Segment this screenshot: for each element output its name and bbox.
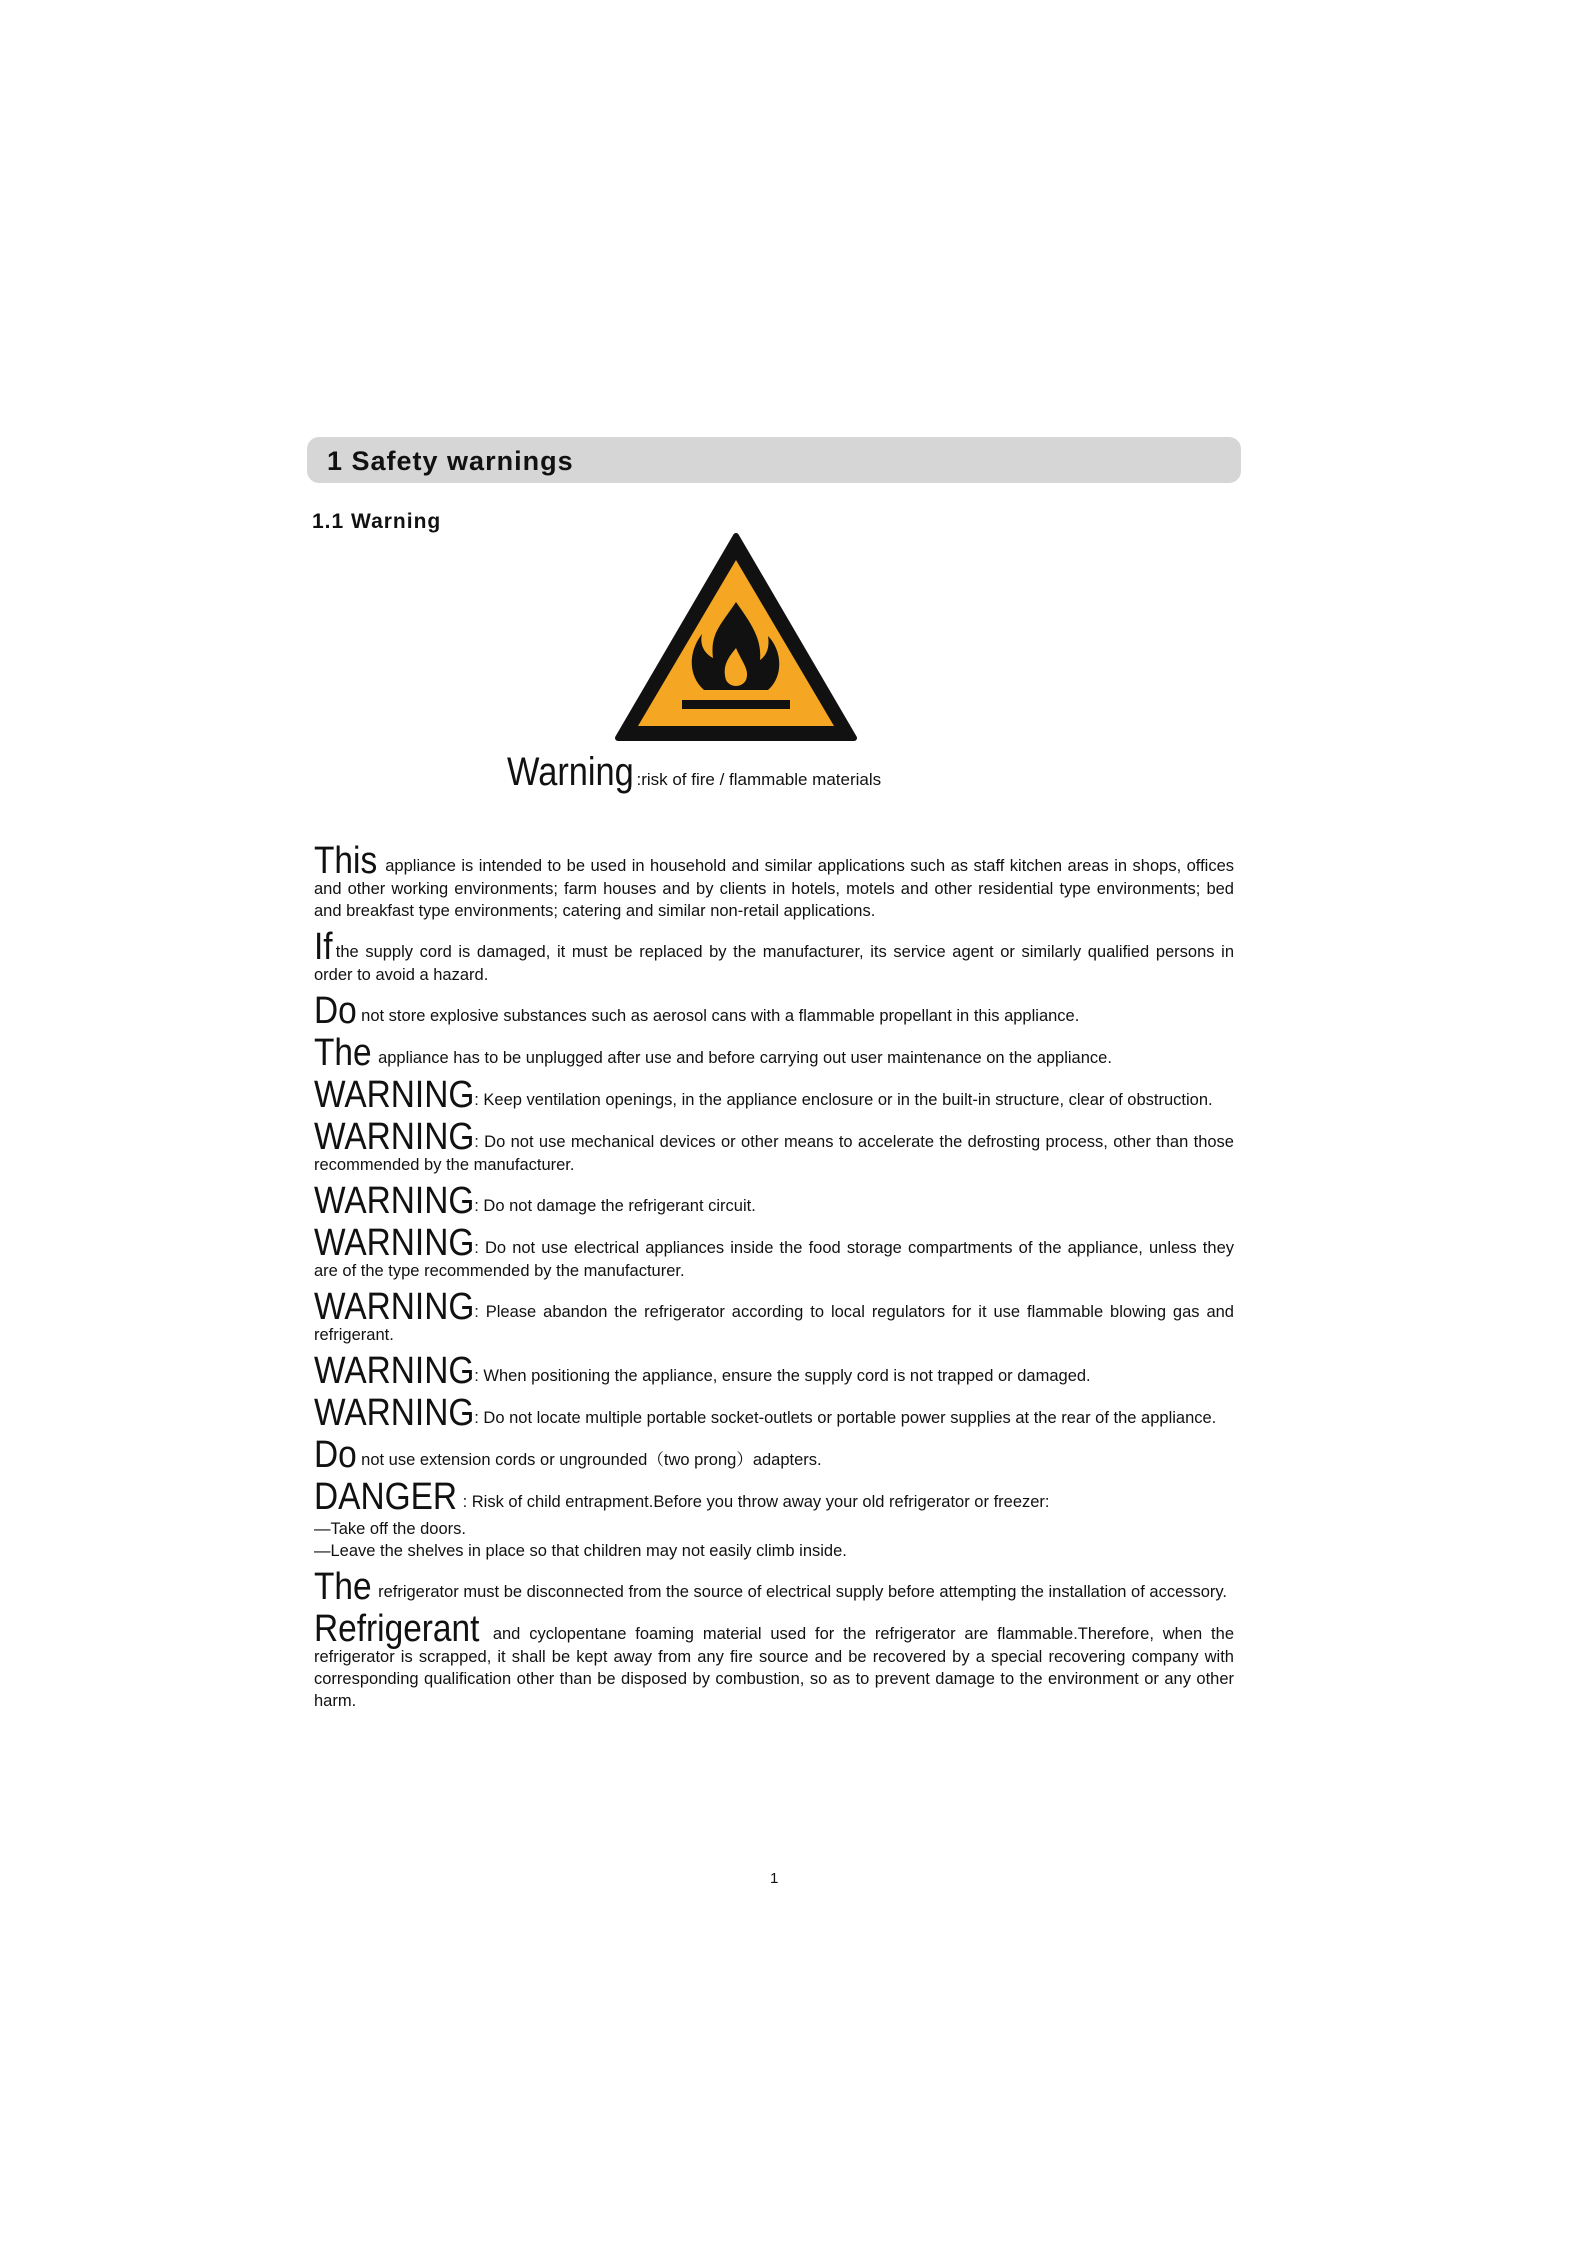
paragraph-the	[314, 1566, 1234, 1608]
paragraph-lead: Do	[314, 1434, 357, 1476]
paragraph-text: : Do not use electrical appliances inside the food storage compartments of the appliance, unless they are of the type recommended by the manufacturer.	[314, 1239, 1234, 1280]
paragraph-lead: If	[314, 926, 333, 968]
paragraph-lead: WARNING	[314, 1350, 475, 1392]
paragraph-the	[314, 1032, 1234, 1074]
paragraph-text: : When positioning the appliance, ensure the supply cord is not trapped or damaged.	[474, 1367, 1091, 1385]
paragraph-text: appliance is intended to be used in household and similar applications such as staff kitchen areas in shops, offices and other working environments; farm houses and by clients in hotels, motels and other residential type environments; bed and breakfast type environments; catering and similar non-retail applications.	[314, 857, 1234, 920]
paragraph-lead: WARNING	[314, 1286, 475, 1328]
paragraph-danger	[314, 1476, 1234, 1518]
flammable-warning-icon	[612, 530, 860, 746]
paragraph-lead: WARNING	[314, 1392, 475, 1434]
paragraph-text: : Risk of child entrapment.Before you throw away your old refrigerator or freezer:	[462, 1493, 1050, 1511]
paragraph-warning	[314, 1222, 1234, 1282]
paragraph-do	[314, 1434, 1234, 1476]
caption-text: :risk of fire / flammable materials	[636, 770, 882, 789]
section-title: 1 Safety warnings	[327, 446, 574, 476]
paragraph-text: and cyclopentane foaming material used for the refrigerator are flammable.Therefore, when the refrigerator is scrapped, it shall be kept away from any fire source and be recovered by a special recovering company with corresponding qualification other than be disposed by combustion, so as to prevent damage to the environment or any other harm.	[314, 1625, 1234, 1710]
sign-caption	[507, 750, 881, 795]
paragraph-lead: WARNING	[314, 1116, 475, 1158]
paragraph-text: : Please abandon the refrigerator according to local regulators for it use flammable blowing gas and refrigerant.	[314, 1303, 1234, 1344]
paragraph-this	[314, 840, 1234, 922]
paragraph-refrigerant	[314, 1608, 1234, 1712]
section-header-bar	[307, 437, 1241, 483]
paragraph-do	[314, 990, 1234, 1032]
paragraph-lead: The	[314, 1032, 372, 1074]
paragraph-text: : Do not damage the refrigerant circuit.	[474, 1197, 756, 1215]
subsection-title: 1.1 Warning	[312, 510, 442, 533]
paragraph-lead: Do	[314, 990, 357, 1032]
paragraph-warning	[314, 1180, 1234, 1222]
danger-step: —Take off the doors.	[314, 1520, 466, 1538]
paragraph-text: refrigerator must be disconnected from the source of electrical supply before attempting the installation of accessory.	[373, 1583, 1228, 1601]
paragraph-lead: WARNING	[314, 1074, 475, 1116]
paragraph-text: not use extension cords or ungrounded（two prong）adapters.	[356, 1451, 822, 1469]
warning-list	[314, 840, 1234, 1720]
paragraph-lead: Refrigerant	[314, 1608, 480, 1650]
page-number: 1	[770, 1870, 779, 1887]
paragraph-text: : Do not use mechanical devices or other means to accelerate the defrosting process, other than those recommended by the manufacturer.	[314, 1133, 1234, 1174]
danger-step: —Leave the shelves in place so that children may not easily climb inside.	[314, 1542, 847, 1560]
paragraph-lead: The	[314, 1566, 372, 1608]
paragraph-text: : Do not locate multiple portable socket-outlets or portable power supplies at the rear of the appliance.	[474, 1409, 1217, 1427]
paragraph-warning	[314, 1286, 1234, 1346]
paragraph-text: : Keep ventilation openings, in the appliance enclosure or in the built-in structure, clear of obstruction.	[474, 1091, 1213, 1109]
paragraph-lead: DANGER	[314, 1476, 458, 1518]
paragraph-warning	[314, 1392, 1234, 1434]
paragraph-lead: WARNING	[314, 1180, 475, 1222]
paragraph-text: appliance has to be unplugged after use and before carrying out user maintenance on the appliance.	[373, 1049, 1112, 1067]
paragraph-lead: WARNING	[314, 1222, 475, 1264]
paragraph-if	[314, 926, 1234, 986]
paragraph-text: not store explosive substances such as aerosol cans with a flammable propellant in this appliance.	[356, 1007, 1080, 1025]
paragraph-warning	[314, 1350, 1234, 1392]
paragraph-warning	[314, 1116, 1234, 1176]
paragraph-text: the supply cord is damaged, it must be replaced by the manufacturer, its service agent or similarly qualified persons in order to avoid a hazard.	[314, 943, 1234, 984]
paragraph-lead: This	[314, 840, 378, 882]
paragraph-warning	[314, 1074, 1234, 1116]
caption-lead: Warning	[507, 750, 634, 794]
danger-steps	[314, 1518, 1234, 1562]
